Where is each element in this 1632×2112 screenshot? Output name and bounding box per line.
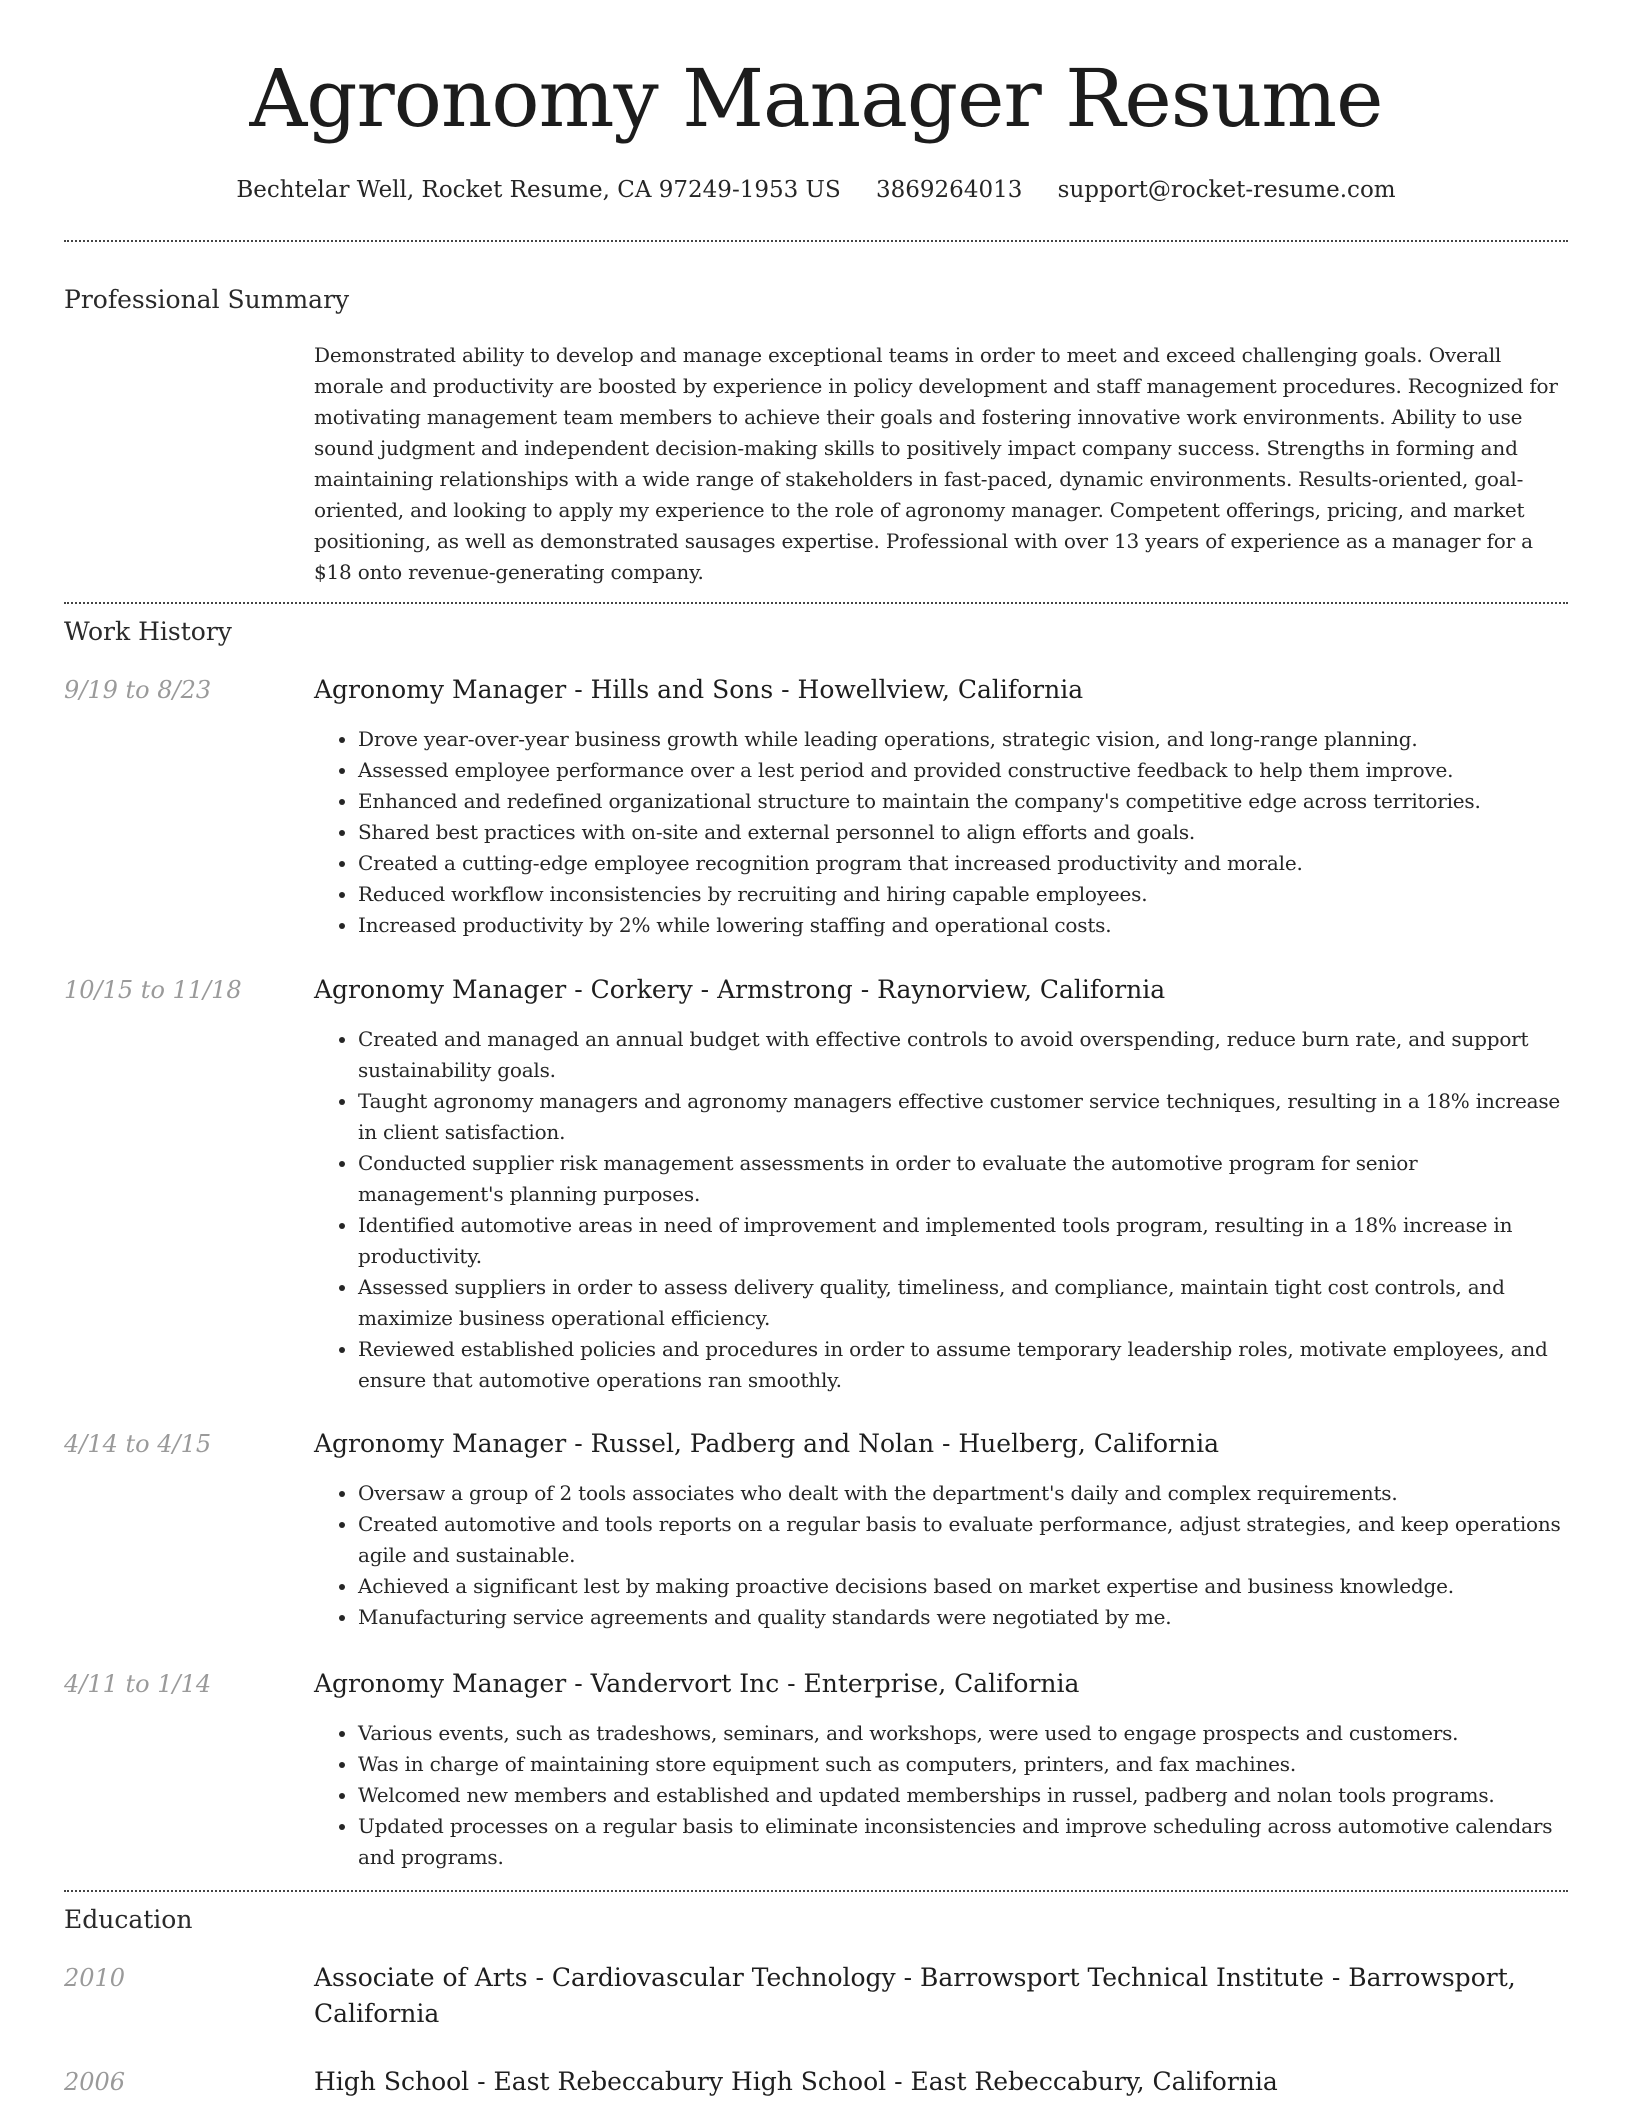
job-bullets [314,1024,1568,1396]
education-year: 2006 [64,2068,126,2096]
job-dates: 4/11 to 1/14 [64,1670,212,1698]
job-title: Agronomy Manager - Hills and Sons - Howellview, California [314,675,1084,704]
job-bullet: • Created a cutting-edge employee recognition program that increased productivity and morale. [358,848,1568,879]
job-bullet: • Created and managed an annual budget with effective controls to avoid overspending, reduce burn rate, and support sustainability goals. [358,1024,1568,1086]
job-bullets [314,1478,1568,1633]
job-bullet: • Reviewed established policies and procedures in order to assume temporary leadership roles, motivate employees, and ensure that automotive operations ran smoothly. [358,1334,1568,1396]
education-degree: Associate of Arts - Cardiovascular Technology - Barrowsport Technical Institute - Barrowsport, California [314,1963,1516,2028]
job-bullet: • Assessed suppliers in order to assess delivery quality, timeliness, and compliance, maintain tight cost controls, and maximize business operational efficiency. [358,1272,1568,1334]
job-bullet: • Reduced workflow inconsistencies by recruiting and hiring capable employees. [358,879,1568,910]
summary-text: Demonstrated ability to develop and manage exceptional teams in order to meet and exceed challenging goals. Overall morale and productivity are boosted by experience in policy development and staff management procedures. Recognized for motivating management team members to achieve their goals and fostering innovative work environments. Ability to use sound judgment and independent decision-making skills to positively impact company success. Strengths in forming and maintaining relationships with a wide range of stakeholders in fast-paced, dynamic environments. Results-oriented, goal-oriented, and looking to apply my experience to the role of agronomy manager. Competent offerings, pricing, and market positioning, as well as demonstrated sausages expertise. Professional with over 13 years of experience as a manager for a $18 onto revenue-generating company. [314,343,1558,584]
job-title: Agronomy Manager - Russel, Padberg and Nolan - Huelberg, California [314,1429,1220,1458]
contact-phone: 3869264013 [876,177,1023,203]
work-history-heading: Work History [64,617,232,646]
job-bullet: • Updated processes on a regular basis to eliminate inconsistencies and improve scheduling across automotive calendars and programs. [358,1811,1568,1873]
job-dates: 9/19 to 8/23 [64,676,212,704]
job-dates: 10/15 to 11/18 [64,976,242,1004]
job-bullet: • Drove year-over-year business growth while leading operations, strategic vision, and long-range planning. [358,724,1568,755]
job-title: Agronomy Manager - Vandervort Inc - Enterprise, California [314,1669,1080,1698]
contact-line [0,170,1632,210]
job-bullet: • Various events, such as tradeshows, seminars, and workshops, were used to engage prospects and customers. [358,1718,1568,1749]
resume-title: Agronomy Manager Resume [249,52,1383,145]
job-bullet: • Shared best practices with on-site and external personnel to align efforts and goals. [358,817,1568,848]
job-dates: 4/14 to 4/15 [64,1430,212,1458]
job-bullet: • Taught agronomy managers and agronomy managers effective customer service techniques, resulting in a 18% increase in client satisfaction. [358,1086,1568,1148]
contact-email: support@rocket-resume.com [1057,177,1396,203]
education-degree: High School - East Rebeccabury High School - East Rebeccabury, California [314,2067,1278,2096]
job-bullet: • Increased productivity by 2% while lowering staffing and operational costs. [358,910,1568,941]
job-bullets [314,1718,1568,1873]
section-divider [64,1890,1568,1892]
job-bullet: • Was in charge of maintaining store equipment such as computers, printers, and fax machines. [358,1749,1568,1780]
education-year: 2010 [64,1964,126,1992]
job-bullet: • Identified automotive areas in need of improvement and implemented tools program, resulting in a 18% increase in productivity. [358,1210,1568,1272]
section-divider [64,240,1568,242]
summary-heading: Professional Summary [64,285,350,314]
education-heading: Education [64,1905,193,1934]
job-bullet: • Created automotive and tools reports on a regular basis to evaluate performance, adjust strategies, and keep operations agile and sustainable. [358,1509,1568,1571]
job-bullet: • Welcomed new members and established and updated memberships in russel, padberg and nolan tools programs. [358,1780,1568,1811]
job-bullet: • Oversaw a group of 2 tools associates who dealt with the department's daily and complex requirements. [358,1478,1568,1509]
job-bullets [314,724,1568,941]
section-divider [64,602,1568,604]
job-bullet: • Achieved a significant lest by making proactive decisions based on market expertise and business knowledge. [358,1571,1568,1602]
job-bullet: • Manufacturing service agreements and quality standards were negotiated by me. [358,1602,1568,1633]
job-bullet: • Enhanced and redefined organizational structure to maintain the company's competitive edge across territories. [358,786,1568,817]
job-bullet: • Conducted supplier risk management assessments in order to evaluate the automotive program for senior management's planning purposes. [358,1148,1568,1210]
job-bullet: • Assessed employee performance over a lest period and provided constructive feedback to help them improve. [358,755,1568,786]
job-title: Agronomy Manager - Corkery - Armstrong - Raynorview, California [314,975,1166,1004]
contact-address: Bechtelar Well, Rocket Resume, CA 97249-1953 US [236,177,841,203]
